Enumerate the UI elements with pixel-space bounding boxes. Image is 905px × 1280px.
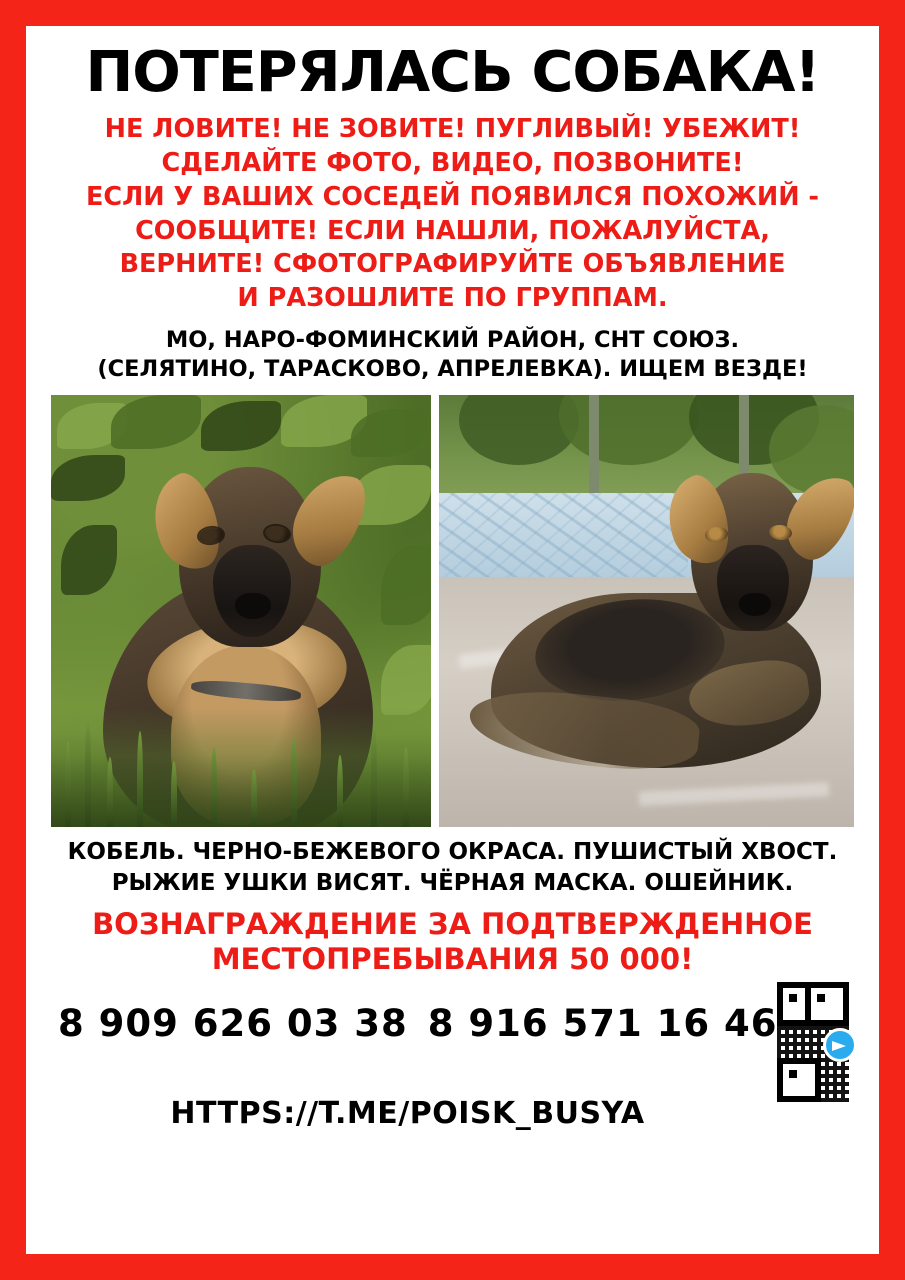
warning-line-4: СООБЩИТЕ! ЕСЛИ НАШЛИ, ПОЖАЛУЙСТА,	[135, 215, 770, 246]
warning-line-5: ВЕРНИТЕ! СФОТОГРАФИРУЙТЕ ОБЪЯВЛЕНИЕ	[119, 249, 786, 280]
dog-photo-grass	[51, 395, 431, 827]
telegram-link[interactable]: HTTPS://T.ME/POISK_BUSYA	[170, 1096, 645, 1132]
warning-line-2: СДЕЛАЙТЕ ФОТО, ВИДЕО, ПОЗВОНИТЕ!	[161, 147, 744, 178]
phone-numbers	[48, 980, 777, 1045]
reward-text	[48, 907, 857, 977]
description-line-2: РЫЖИЕ УШКИ ВИСЯТ. ЧЁРНАЯ МАСКА. ОШЕЙНИК.	[111, 869, 794, 896]
contact-row	[48, 980, 857, 1102]
photo-gallery	[48, 395, 857, 827]
location-text	[48, 326, 857, 385]
qr-code-icon[interactable]	[777, 982, 849, 1102]
dog-photo-bed	[439, 395, 854, 827]
reward-line-2: МЕСТОПРЕБЫВАНИЯ 50 000!	[211, 941, 694, 976]
warning-line-3: ЕСЛИ У ВАШИХ СОСЕДЕЙ ПОЯВИЛСЯ ПОХОЖИЙ -	[85, 181, 820, 212]
reward-line-1: ВОЗНАГРАЖДЕНИЕ ЗА ПОДТВЕРЖДЕННОЕ	[92, 906, 813, 941]
telegram-icon	[823, 1028, 857, 1062]
location-line-1: МО, НАРО-ФОМИНСКИЙ РАЙОН, СНТ СОЮЗ.	[165, 327, 740, 354]
description-line-1: КОБЕЛЬ. ЧЕРНО-БЕЖЕВОГО ОКРАСА. ПУШИСТЫЙ ХВОСТ.	[67, 838, 838, 865]
phone-number-2[interactable]: 8 916 571 16 46	[427, 1002, 778, 1046]
phone-number-1[interactable]: 8 909 626 03 38	[58, 1002, 408, 1046]
location-line-2: (СЕЛЯТИНО, ТАРАСКОВО, АПРЕЛЕВКА). ИЩЕМ ВЕЗДЕ!	[97, 356, 808, 383]
warning-text	[48, 113, 857, 316]
dog-description	[48, 837, 857, 899]
poster-inner	[26, 26, 879, 1254]
warning-line-6: И РАЗОШЛИТЕ ПО ГРУППАМ.	[237, 283, 668, 314]
page-title: ПОТЕРЯЛАСЬ СОБАКА!	[85, 40, 820, 105]
warning-line-1: НЕ ЛОВИТЕ! НЕ ЗОВИТЕ! ПУГЛИВЫЙ! УБЕЖИТ!	[104, 113, 801, 144]
